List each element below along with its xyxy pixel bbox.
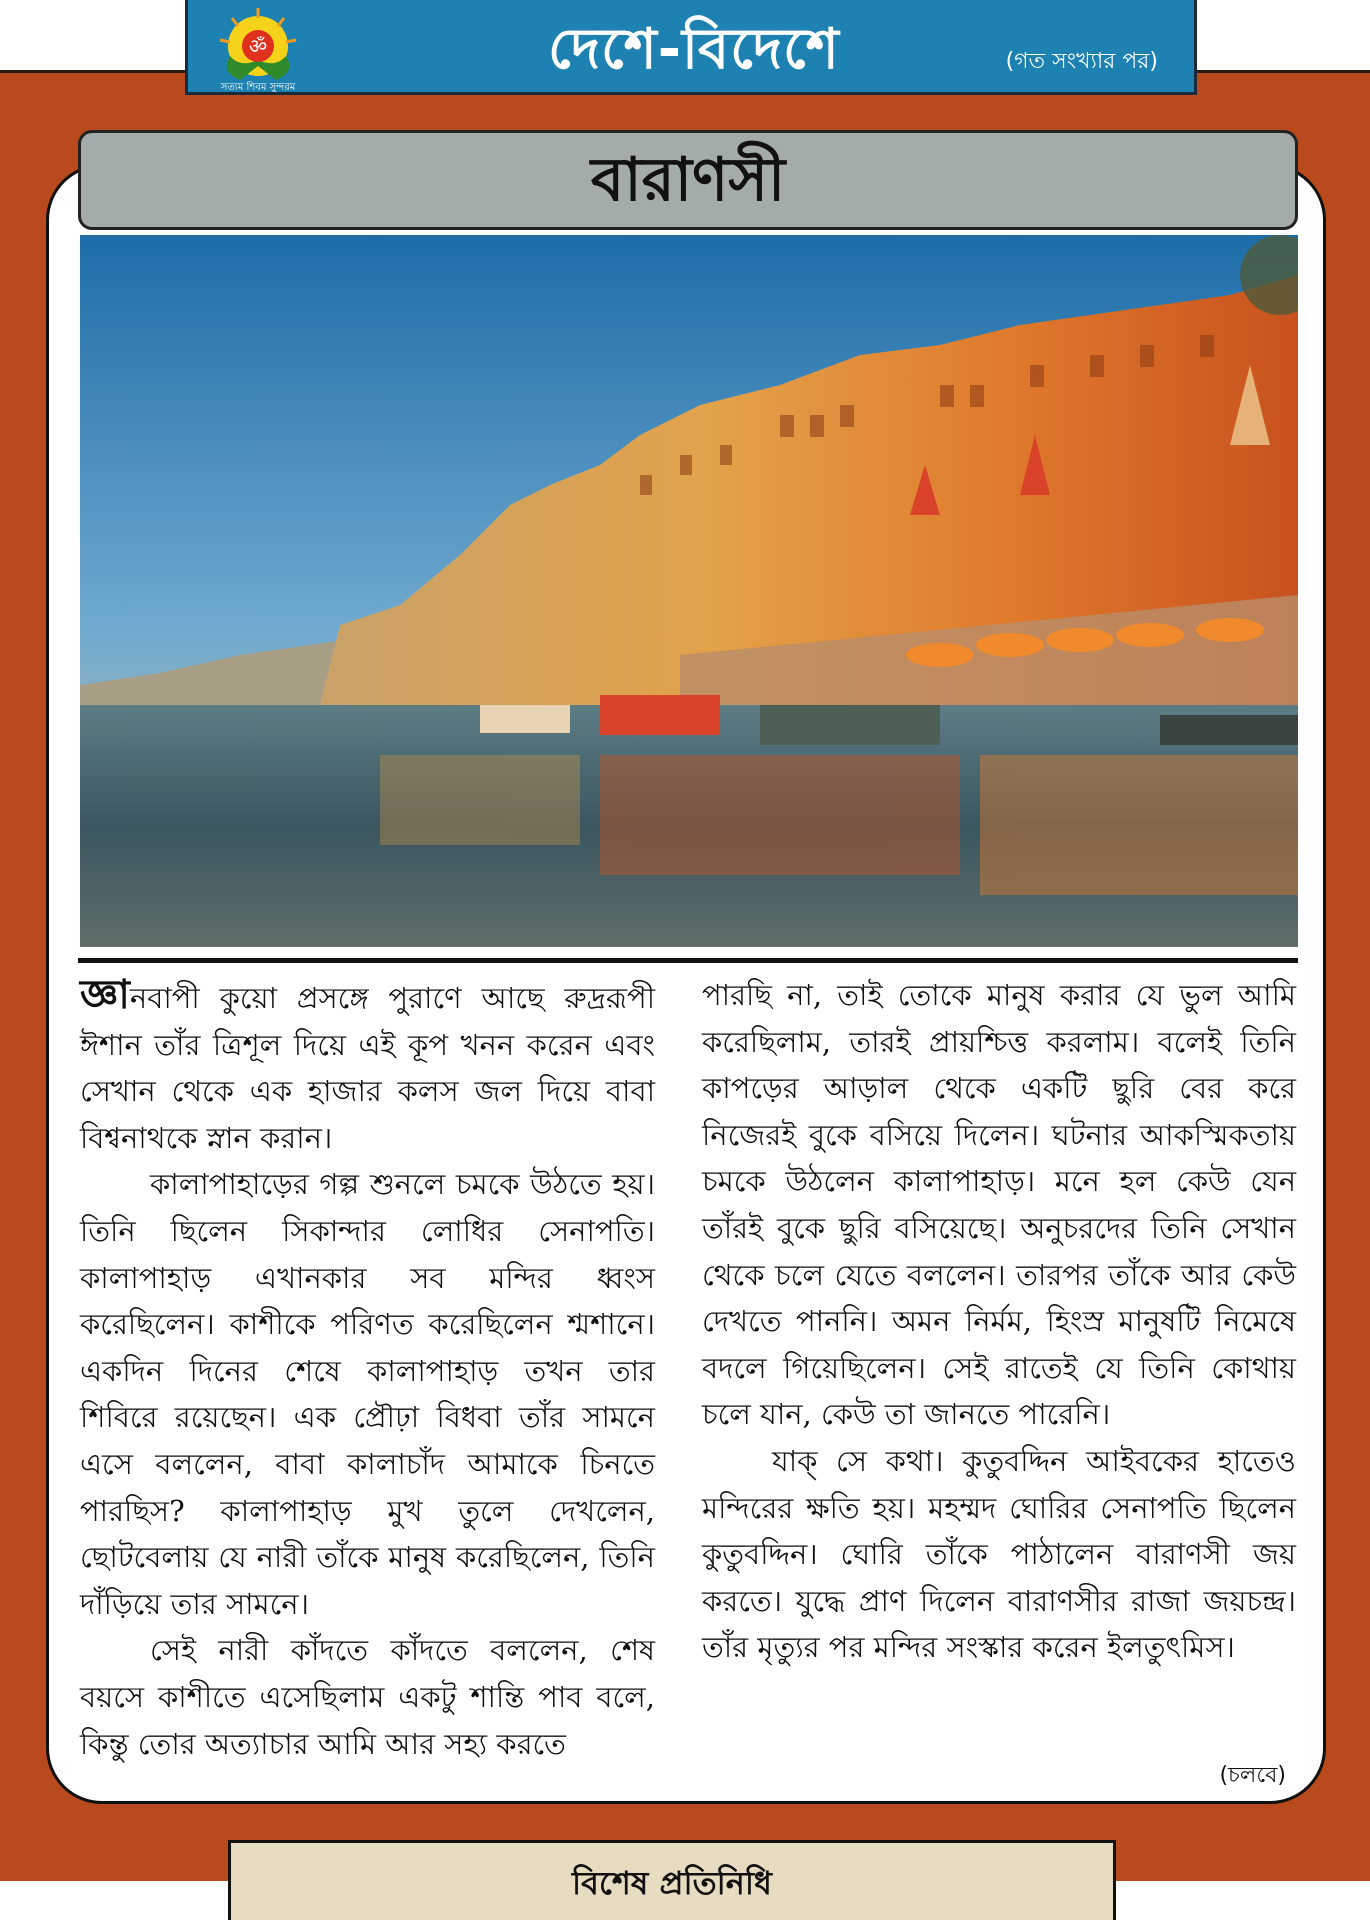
- divider-rule: [78, 958, 1298, 963]
- right-text-column: [702, 972, 1296, 1671]
- article-title: বারাণসী: [590, 145, 786, 215]
- article-title-bar: [78, 130, 1298, 230]
- section-title: দেশে-বিদেশে: [548, 17, 840, 82]
- dropcap: জ্ঞা: [80, 971, 130, 1018]
- paragraph: সেই নারী কাঁদতে কাঁদতে বললেন, শেষ বয়সে কাশীতে এসেছিলাম একটু শান্তি পাব বলে, কিন্তু তোর অত্যাচার আমি আর সহ্য করতে: [80, 1633, 655, 1761]
- paragraph: কালাপাহাড়ের গল্প শুনলে চমকে উঠতে হয়। তিনি ছিলেন সিকান্দার লোধির সেনাপতি। কালাপাহাড় এখানকার সব মন্দির ধ্বংস করেছিলেন। কাশীকে পরিণত করেছিলেন শ্মশানে। একদিন দিনের শেষে কালাপাহাড় তখন তার শিবিরে রয়েছেন। এক প্রৌঢ়া বিধবা তাঁর সামনে এসে বললেন, বাবা কালাচাঁদ আমাকে চিনতে পারছিস? কালাপাহাড় মুখ তুলে দেখলেন, ছোটবেলায় যে নারী তাঁকে মানুষ করেছিলেন, তিনি দাঁড়িয়ে তার সামনে।: [80, 1167, 655, 1621]
- left-text-column: [80, 972, 655, 1767]
- paragraph: যাক্ সে কথা। কুতুবদ্দিন আইবকের হাতেও মন্দিরের ক্ষতি হয়। মহম্মদ ঘোরির সেনাপতি ছিলেন কুতুবদ্দিন। ঘোরি তাঁকে পাঠালেন বারাণসী জয় করতে। যুদ্ধে প্রাণ দিলেন বারাণসীর রাজা জয়চন্দ্র। তাঁর মৃত্যুর পর মন্দির সংস্কার করেন ইলতুৎমিস।: [702, 1443, 1296, 1665]
- paragraph-text: নবাপী কুয়ো প্রসঙ্গে পুরাণে আছে রুদ্ররূপী ঈশান তাঁর ত্রিশূল দিয়ে এই কূপ খনন করেন এবং সেখান থেকে এক হাজার কলস জল দিয়ে বাবা বিশ্বনাথকে স্নান করান।: [80, 981, 655, 1155]
- to-be-continued: (চলবে): [1219, 1763, 1286, 1788]
- section-header: [185, 0, 1197, 95]
- author-name: বিশেষ প্রতিনিধি: [572, 1864, 772, 1902]
- author-footer: [228, 1840, 1116, 1920]
- varanasi-ghats-photo: [80, 235, 1298, 947]
- svg-text:ॐ: ॐ: [248, 34, 268, 58]
- paragraph: পারছি না, তাই তোকে মানুষ করার যে ভুল আমি করেছিলাম, তারই প্রায়শ্চিত্ত করলাম। বলেই তিনি কাপড়ের আড়াল থেকে একটি ছুরি বের করে নিজেরই বুকে বসিয়ে দিলেন। ঘটনার আকস্মিকতায় চমকে উঠলেন কালাপাহাড়। মনে হল কেউ যেন তাঁরই বুকে ছুরি বসিয়েছে। অনুচরদের তিনি সেখান থেকে চলে যেতে বললেন। তারপর তাঁকে আর কেউ দেখতে পাননি। অমন নির্মম, হিংস্র মানুষটি নিমেষে বদলে গিয়েছিলেন। সেই রাতেই যে তিনি কোথায় চলে যান, কেউ তা জানতে পারেনি।: [702, 978, 1296, 1432]
- logo-caption: সত্যম শিবম সুন্দরম: [220, 82, 296, 93]
- paragraph: [80, 972, 655, 1161]
- continuation-note: (গত সংখ্যার পর): [1005, 49, 1158, 74]
